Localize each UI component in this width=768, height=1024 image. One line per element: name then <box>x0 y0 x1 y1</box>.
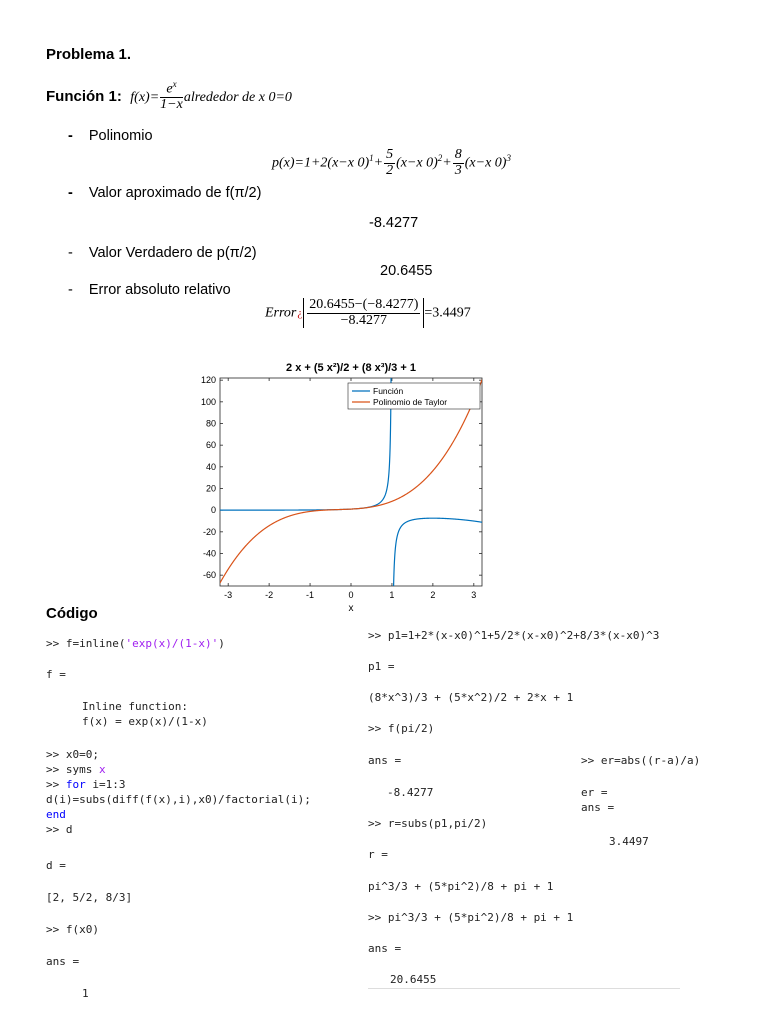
bullet-dash: - <box>68 185 73 201</box>
code-left-l6: >> syms x <box>46 763 106 776</box>
code-right-r12: 20.6455 <box>390 973 437 986</box>
code-right-r5: ans = <box>368 754 402 767</box>
error-result: =3.4497 <box>424 305 471 321</box>
poly-sup-1: 1 <box>369 152 374 163</box>
poly-frac1-num: 5 <box>386 147 394 162</box>
bullet-valor-verdadero <box>68 245 257 261</box>
code-left-l2: f = <box>46 668 66 681</box>
code-right-r10: >> pi^3/3 + (5*pi^2)/8 + pi + 1 <box>368 911 574 924</box>
y-tick-label: -40 <box>202 548 216 559</box>
legend-label: Función <box>373 386 404 396</box>
function-num: e <box>166 81 173 97</box>
y-tick-label: 20 <box>205 483 216 494</box>
error-den: −8.4277 <box>340 312 388 328</box>
code-right-r8: r = <box>368 848 388 861</box>
code-left-l15: 1 <box>82 987 89 1000</box>
x-tick-label: 0 <box>348 590 354 600</box>
code-left-l12: [2, 5/2, 8/3] <box>46 891 133 904</box>
code-left-l3: Inline function: <box>82 700 188 713</box>
code-left-l9: end <box>46 808 66 821</box>
y-tick-label: -60 <box>202 570 216 581</box>
bullet-error-label: Error absoluto relativo <box>88 282 231 298</box>
polinomio-equation <box>272 148 511 178</box>
error-equation <box>265 298 471 328</box>
code-left-l10: >> d <box>46 823 73 836</box>
bullet-valor-verdadero-label: Valor Verdadero de p(π/2) <box>88 245 257 261</box>
bullet-valor-aproximado <box>68 185 261 201</box>
x-tick-label: -2 <box>265 590 274 600</box>
function-fraction <box>160 80 183 113</box>
code-right-r2: p1 = <box>368 660 395 673</box>
code-right-r1: >> p1=1+2*(x-x0)^1+5/2*(x-x0)^2+8/3*(x-x0)^3 <box>368 629 660 642</box>
bullet-dash: - <box>68 128 73 144</box>
codigo-heading: Código <box>46 605 98 622</box>
error-glyph: ¿ <box>297 307 303 320</box>
poly-sup-3: 3 <box>506 152 511 163</box>
function-definition <box>46 80 292 113</box>
code-right-r3: (8*x^3)/3 + (5*x^2)/2 + 2*x + 1 <box>368 691 574 704</box>
function-den: 1−x <box>160 97 183 113</box>
bullet-error <box>68 282 231 298</box>
bullet-dash: - <box>68 282 73 298</box>
poly-plus-2: + <box>442 155 452 171</box>
poly-part-e: (x−x 0) <box>464 155 507 171</box>
code-right-divider <box>368 988 680 989</box>
page-title: Problema 1. <box>46 46 132 63</box>
y-tick-label: 0 <box>210 505 216 516</box>
chart-title: 2 x + (5 x²)/2 + (8 x³)/3 + 1 <box>286 362 416 374</box>
function-lhs: f(x)= <box>130 89 160 105</box>
code-right-r4: >> f(pi/2) <box>368 722 435 735</box>
poly-plus-1: + <box>373 155 384 171</box>
code-left-l11: d = <box>46 859 66 872</box>
function-tail: alrededor de x 0=0 <box>183 89 292 105</box>
poly-frac2-den: 3 <box>454 162 462 178</box>
valor-verdadero-value: 20.6455 <box>380 263 433 279</box>
code-left-l13: >> f(x0) <box>46 923 99 936</box>
code-right-r11: ans = <box>368 942 402 955</box>
error-label: Error <box>265 305 297 321</box>
function-label: Función 1: <box>46 87 122 105</box>
poly-part-a: p(x)=1+2(x−x 0) <box>272 155 370 171</box>
y-tick-label: -20 <box>202 526 216 537</box>
code-right-r6: -8.4277 <box>387 786 434 799</box>
x-tick-label: -3 <box>224 590 233 600</box>
y-tick-label: 80 <box>205 418 216 429</box>
x-tick-label: -1 <box>306 590 315 600</box>
y-tick-label: 100 <box>200 396 216 407</box>
x-tick-label: 3 <box>471 590 477 600</box>
bullet-valor-aprox-label: Valor aproximado de f(π/2) <box>88 185 262 201</box>
code-right-e1: >> er=abs((r-a)/a) <box>581 754 701 767</box>
poly-sup-2: 2 <box>437 152 443 163</box>
code-left-l5: >> x0=0; <box>46 748 99 761</box>
x-tick-label: 2 <box>430 590 436 600</box>
y-tick-label: 40 <box>205 461 216 472</box>
x-axis-label: x <box>348 603 354 614</box>
error-num: 20.6455−(−8.4277) <box>309 297 419 312</box>
code-right-r9: pi^3/3 + (5*pi^2)/8 + pi + 1 <box>368 880 554 893</box>
poly-frac2-num: 8 <box>454 147 462 162</box>
y-tick-label: 120 <box>200 375 216 386</box>
code-left-l4: f(x) = exp(x)/(1-x) <box>82 715 208 728</box>
code-left-l1: >> f=inline('exp(x)/(1-x)') <box>46 637 225 650</box>
error-abs-bars <box>303 298 424 328</box>
code-left-l8: d(i)=subs(diff(f(x),i),x0)/factorial(i); <box>46 793 311 806</box>
y-tick-label: 60 <box>205 440 216 451</box>
code-right-e3: ans = <box>581 801 615 814</box>
legend-label: Polinomio de Taylor <box>373 397 448 407</box>
bullet-polinomio-label: Polinomio <box>88 128 153 144</box>
bullet-dash: - <box>68 245 73 261</box>
code-right-r7: >> r=subs(p1,pi/2) <box>368 817 488 830</box>
x-tick-label: 1 <box>389 590 395 600</box>
valor-aproximado-value: -8.4277 <box>369 215 419 231</box>
code-left-l7: >> for i=1:3 <box>46 778 126 791</box>
function-num-sup: x <box>172 79 177 89</box>
poly-frac1-den: 2 <box>386 162 394 178</box>
bullet-polinomio <box>68 128 153 144</box>
code-left-l14: ans = <box>46 955 80 968</box>
taylor-chart <box>175 358 495 620</box>
poly-part-c: (x−x 0) <box>396 155 438 171</box>
code-right-e4: 3.4497 <box>609 835 649 848</box>
code-right-e2: er = <box>581 786 608 799</box>
